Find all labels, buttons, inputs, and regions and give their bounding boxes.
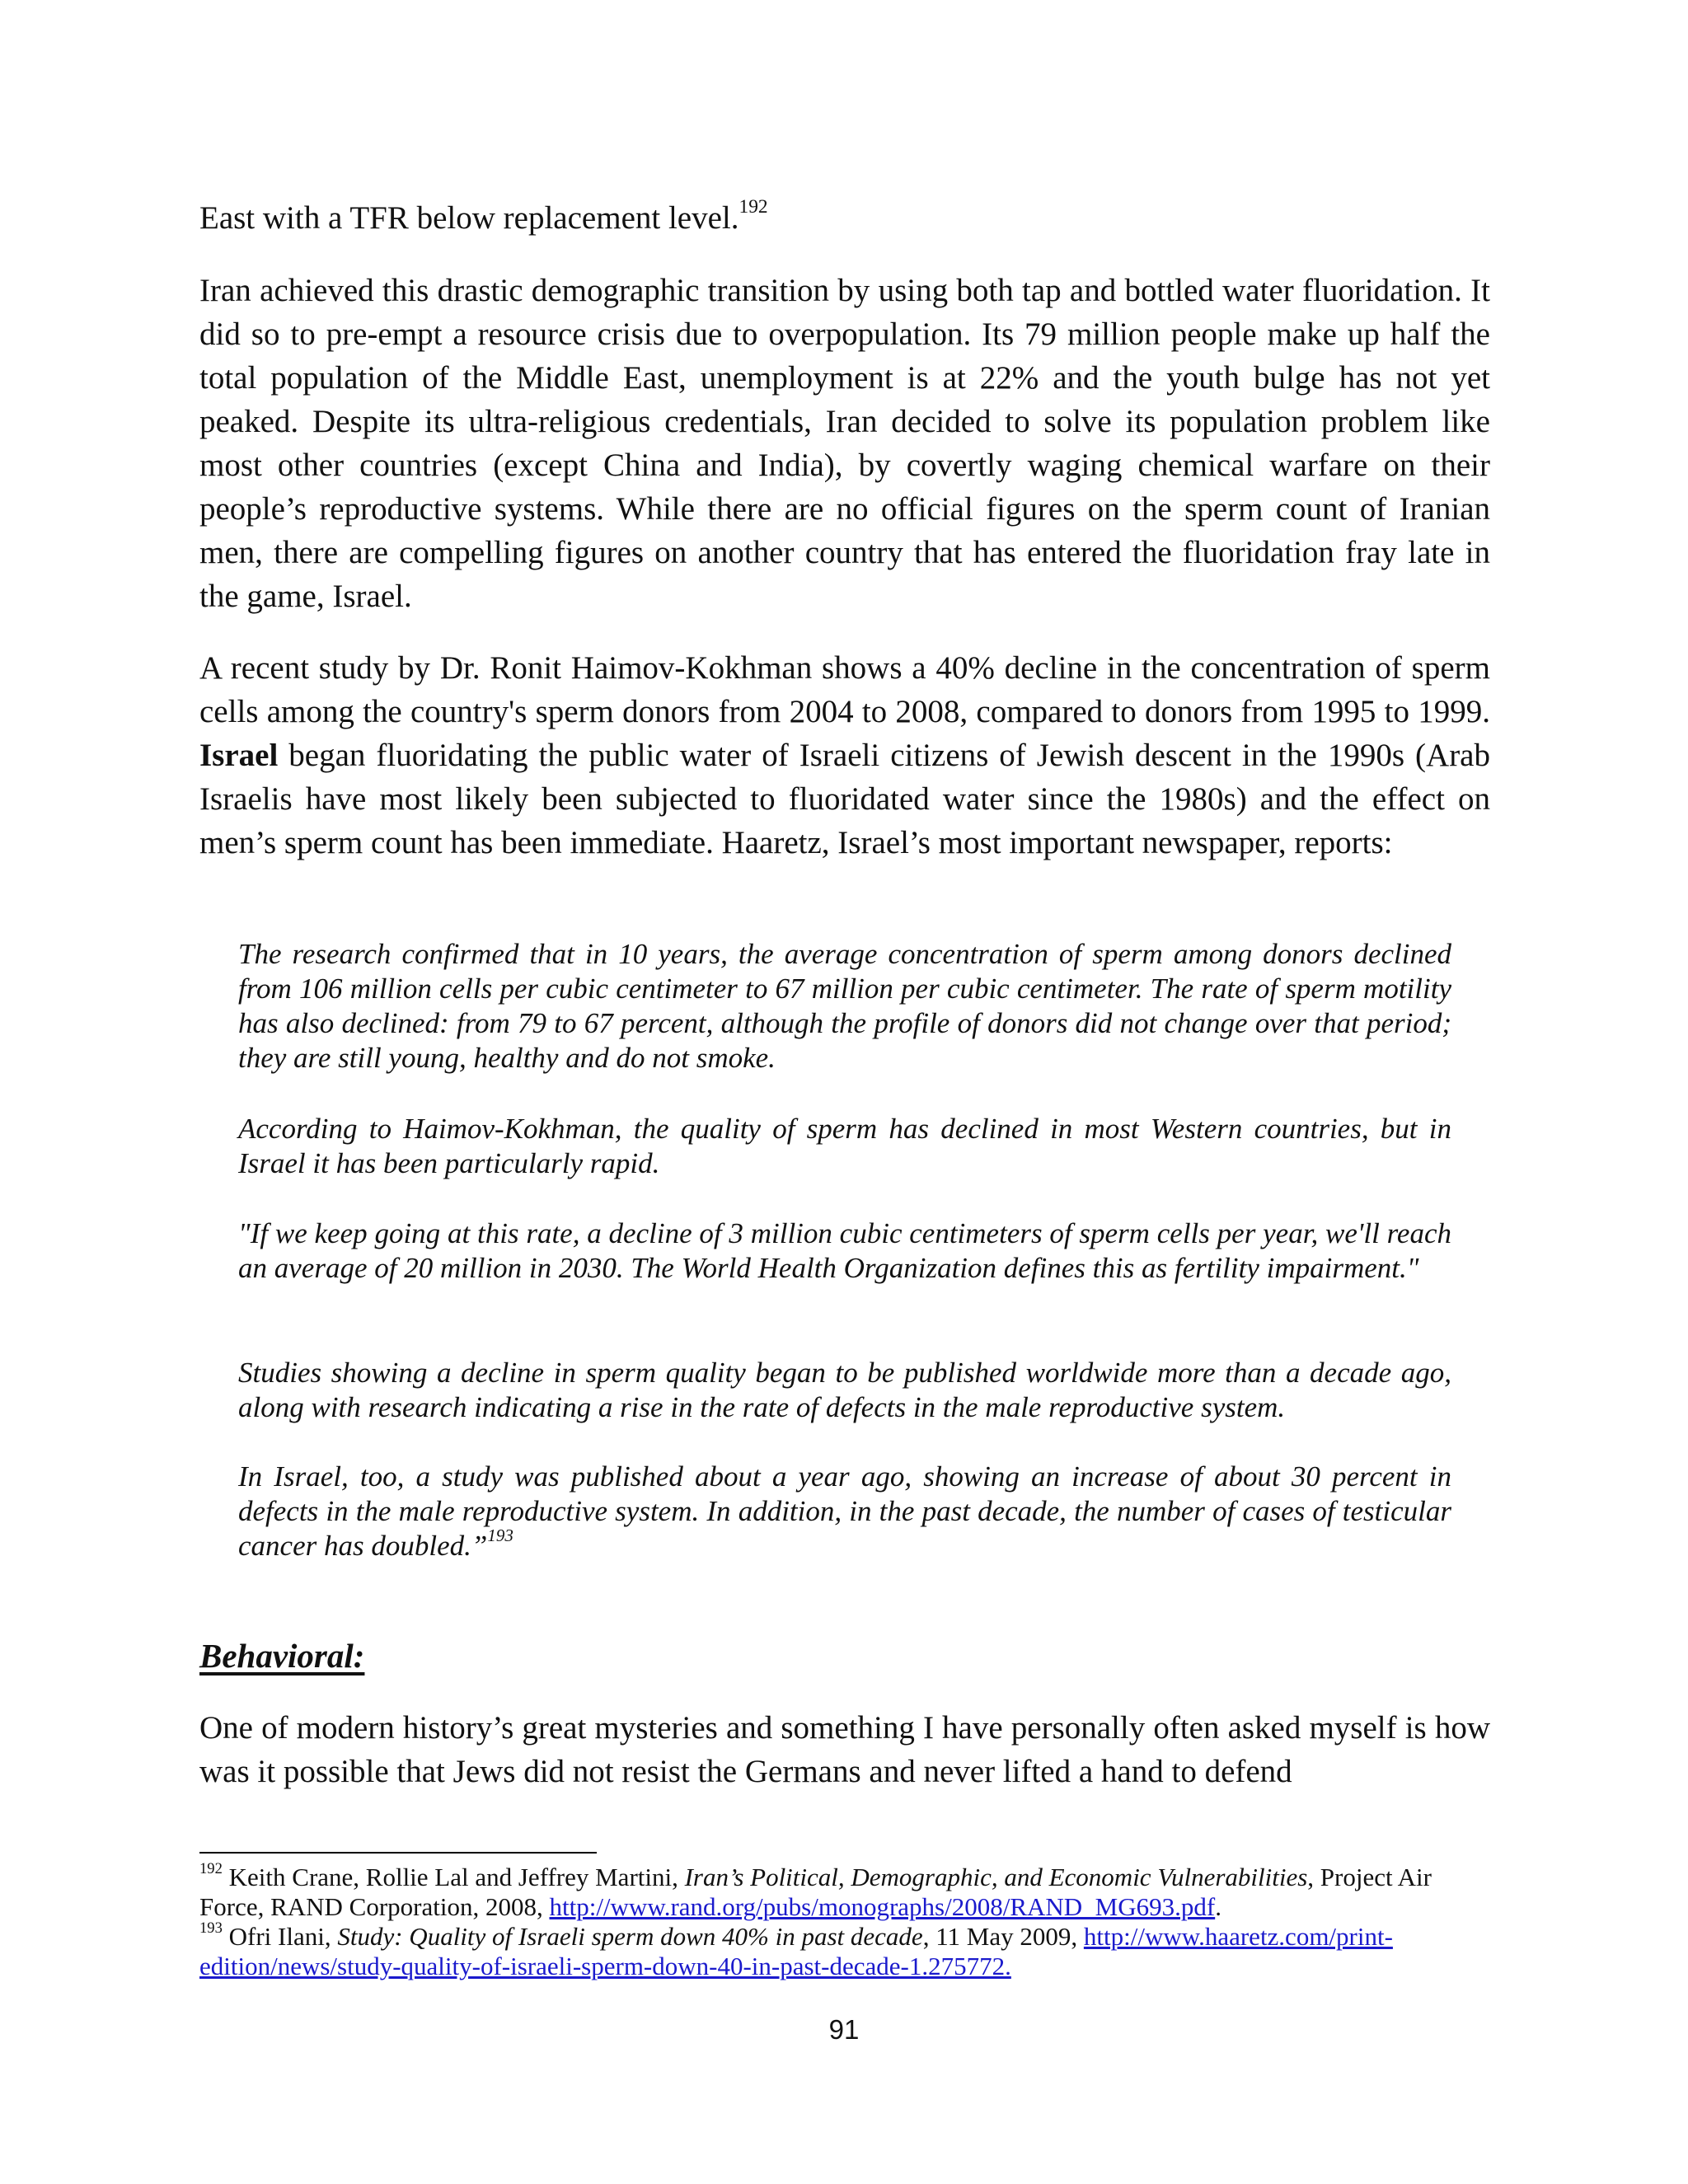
footnote-publisher: , Project Air Force, RAND Corporation, 2008, — [199, 1863, 1432, 1921]
bold-term-israel: Israel — [199, 738, 279, 773]
blockquote-text: In Israel, too, a study was published about a year ago, showing an increase of about 30 percent in defects in the male reproductive system. In addition, in the past decade, the number of cases of testicular cancer has doubled.” — [238, 1460, 1451, 1562]
footnote-title: Iran’s Political, Demographic, and Economic Vulnerabilities — [684, 1863, 1308, 1891]
footnote-end: . — [1215, 1892, 1221, 1921]
footnote-title: Study: Quality of Israeli sperm down 40% in past decade — [337, 1922, 923, 1951]
paragraph-text: East with a TFR below replacement level. — [199, 200, 739, 236]
footnote-number: 192 — [199, 1859, 223, 1877]
section-heading-behavioral: Behavioral: — [199, 1637, 365, 1675]
paragraph-text-before: A recent study by Dr. Ronit Haimov-Kokhman shows a 40% decline in the concentration of sperm cells among the country's sperm donors from 2004 to 2008, compared to donors from 1995 to 1999. — [199, 650, 1490, 729]
footnote-authors: Ofri Ilani, — [222, 1922, 338, 1951]
paragraph-text-after: began fluoridating the public water of Israeli citizens of Jewish descent in the 1990s (Arab Israelis have most likely been subjected to fluoridated water since the 1980s) and the effect on men’s sperm count has been immediate. Haaretz, Israel’s most important newspaper, reports: — [199, 738, 1490, 860]
blockquote-rate: "If we keep going at this rate, a decline of 3 million cubic centimeters of sperm cells per year, we'll reach an average of 20 million in 2030. The World Health Organization defines this as fertility impairment." — [238, 1217, 1451, 1284]
footnote-date: , 11 May 2009, — [922, 1922, 1084, 1951]
paragraph-iran-fluoridation: Iran achieved this drastic demographic transition by using both tap and bottled water fluoridation. It did so to pre-empt a resource crisis due to overpopulation. Its 79 million people make up half the total population of the Middle East, unemployment is at 22% and the youth bulge has not yet peaked. Despite its ultra-religious credentials, Iran decided to solve its population problem like most other countries (except China and India), by covertly waging chemical warfare on their people’s reproductive systems. While there are no official figures on the sperm count of Iranian men, there are compelling figures on another country that has entered the fluoridation fray late in the game, Israel. — [199, 273, 1490, 614]
footnote-ref-192[interactable]: 192 — [738, 196, 768, 218]
blockquote-haimov-kokhman: According to Haimov-Kokhman, the quality of sperm has declined in most Western countries, but in Israel it has been particularly rapid. — [238, 1113, 1451, 1179]
page-number: 91 — [828, 2014, 860, 2045]
blockquote-studies: Studies showing a decline in sperm quality began to be published worldwide more than a decade ago, along with research indicating a rise in the rate of defects in the male reproductive system. — [238, 1357, 1451, 1423]
paragraph-israel-study — [199, 646, 1490, 865]
blockquote-research: The research confirmed that in 10 years, the average concentration of sperm among donors declined from 106 million cells per cubic centimeter to 67 million per cubic centimeter. The rate of sperm motility has also declined: from 79 to 67 percent, although the profile of donors did not change over that period; they are still young, healthy and do not smoke. — [238, 938, 1451, 1074]
footnote-ref-193[interactable]: 193 — [487, 1526, 513, 1546]
footnote-separator — [199, 1852, 597, 1854]
paragraph-behavioral: One of modern history’s great mysteries and something I have personally often asked myself is how was it possible that Jews did not resist the Germans and never lifted a hand to defend — [199, 1710, 1490, 1789]
paragraph-continuation — [199, 196, 1490, 240]
footnote-number: 193 — [199, 1919, 223, 1937]
footnote-193 — [199, 1919, 1490, 1981]
footnote-authors: Keith Crane, Rollie Lal and Jeffrey Martini, — [222, 1863, 685, 1891]
footnotes — [199, 1859, 1490, 1981]
footnote-link[interactable]: http://www.rand.org/pubs/monographs/2008/RAND_MG693.pdf — [549, 1892, 1216, 1921]
blockquote-israel-defects — [238, 1460, 1451, 1563]
footnote-192 — [199, 1859, 1490, 1922]
footnote-link[interactable]: http://www.haaretz.com/print-edition/news/study-quality-of-israeli-sperm-down-40-in-past-decade-1.275772. — [199, 1922, 1393, 1980]
